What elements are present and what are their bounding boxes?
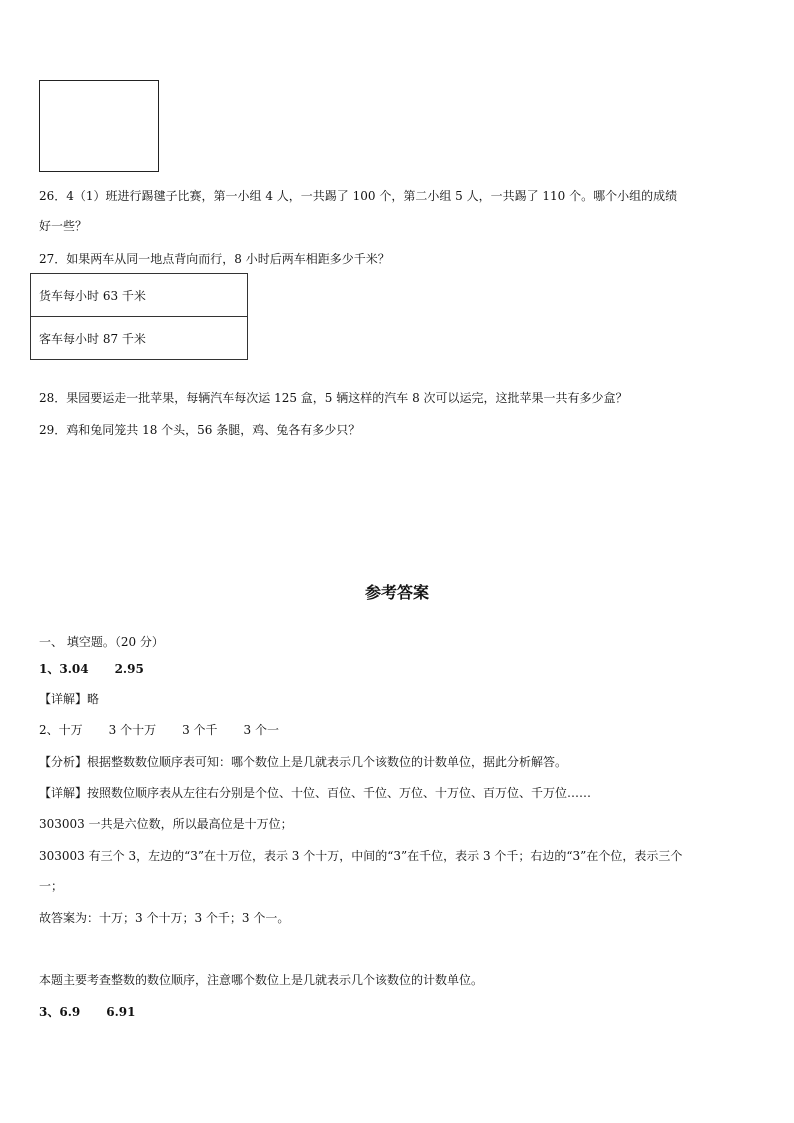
- answer-2-value1: 2、十万: [39, 723, 83, 737]
- question-26-line1: 26．4（1）班进行踢毽子比赛，第一小组 4 人，一共踢了 100 个，第二小组 5 人，一共踢了 110 个。哪个小组的成绩: [39, 189, 678, 203]
- question-28: 28．果园要运走一批苹果，每辆汽车每次运 125 盒，5 辆这样的汽车 8 次可以运完，这批苹果一共有多少盒？: [39, 391, 628, 405]
- bus-speed-cell: 客车每小时 87 千米: [31, 317, 248, 360]
- answer-2-note: 本题主要考查整数的数位顺序，注意哪个数位上是几就表示几个该数位的计数单位。: [39, 973, 484, 987]
- answer-1-value2: 2.95: [114, 662, 144, 676]
- question-29: 29．鸡和兔同笼共 18 个头，56 条腿，鸡、兔各有多少只？: [39, 423, 361, 437]
- truck-speed-cell: 货车每小时 63 千米: [31, 274, 248, 317]
- answer-3: [39, 1003, 135, 1020]
- table-row: [31, 317, 248, 360]
- answers-title: 参考答案: [364, 583, 429, 602]
- answer-1-value1: 1、3.04: [39, 662, 89, 676]
- drawing-box: [39, 80, 159, 172]
- question-26-line2: 好一些？: [39, 219, 88, 233]
- answer-1-detail: 【详解】略: [39, 692, 100, 706]
- answer-3-value1: 3、6.9: [39, 1005, 81, 1019]
- question-27: 27．如果两车从同一地点背向而行，8 小时后两车相距多少千米？: [39, 252, 390, 266]
- answer-2-line4a: 303003 有三个 3，左边的“3”在十万位，表示 3 个十万，中间的“3”在千位，表示 3 个千；右边的“3”在个位，表示三个: [39, 849, 683, 863]
- answer-3-value2: 6.91: [106, 1005, 136, 1019]
- answer-2-value2: 3 个十万: [108, 723, 157, 737]
- answer-2: [39, 721, 279, 738]
- answer-2-detail: 【详解】按照数位顺序表从左往右分别是个位、十位、百位、千位、万位、十万位、百万位、千万位……: [39, 786, 592, 800]
- answer-2-line3: 303003 一共是六位数，所以最高位是十万位；: [39, 817, 293, 831]
- answer-2-value4: 3 个一: [243, 723, 279, 737]
- table-row: [31, 274, 248, 317]
- answer-2-analysis: 【分析】根据整数数位顺序表可知：哪个数位上是几就表示几个该数位的计数单位，据此分析解答。: [39, 755, 568, 769]
- answer-1: [39, 660, 144, 677]
- answer-2-line5: 故答案为：十万；3 个十万；3 个千；3 个一。: [39, 911, 290, 925]
- answer-2-line4b: 一；: [39, 879, 64, 893]
- section-heading: 一、 填空题。（20 分）: [39, 635, 164, 649]
- answer-2-value3: 3 个千: [182, 723, 218, 737]
- speed-table: [30, 273, 248, 360]
